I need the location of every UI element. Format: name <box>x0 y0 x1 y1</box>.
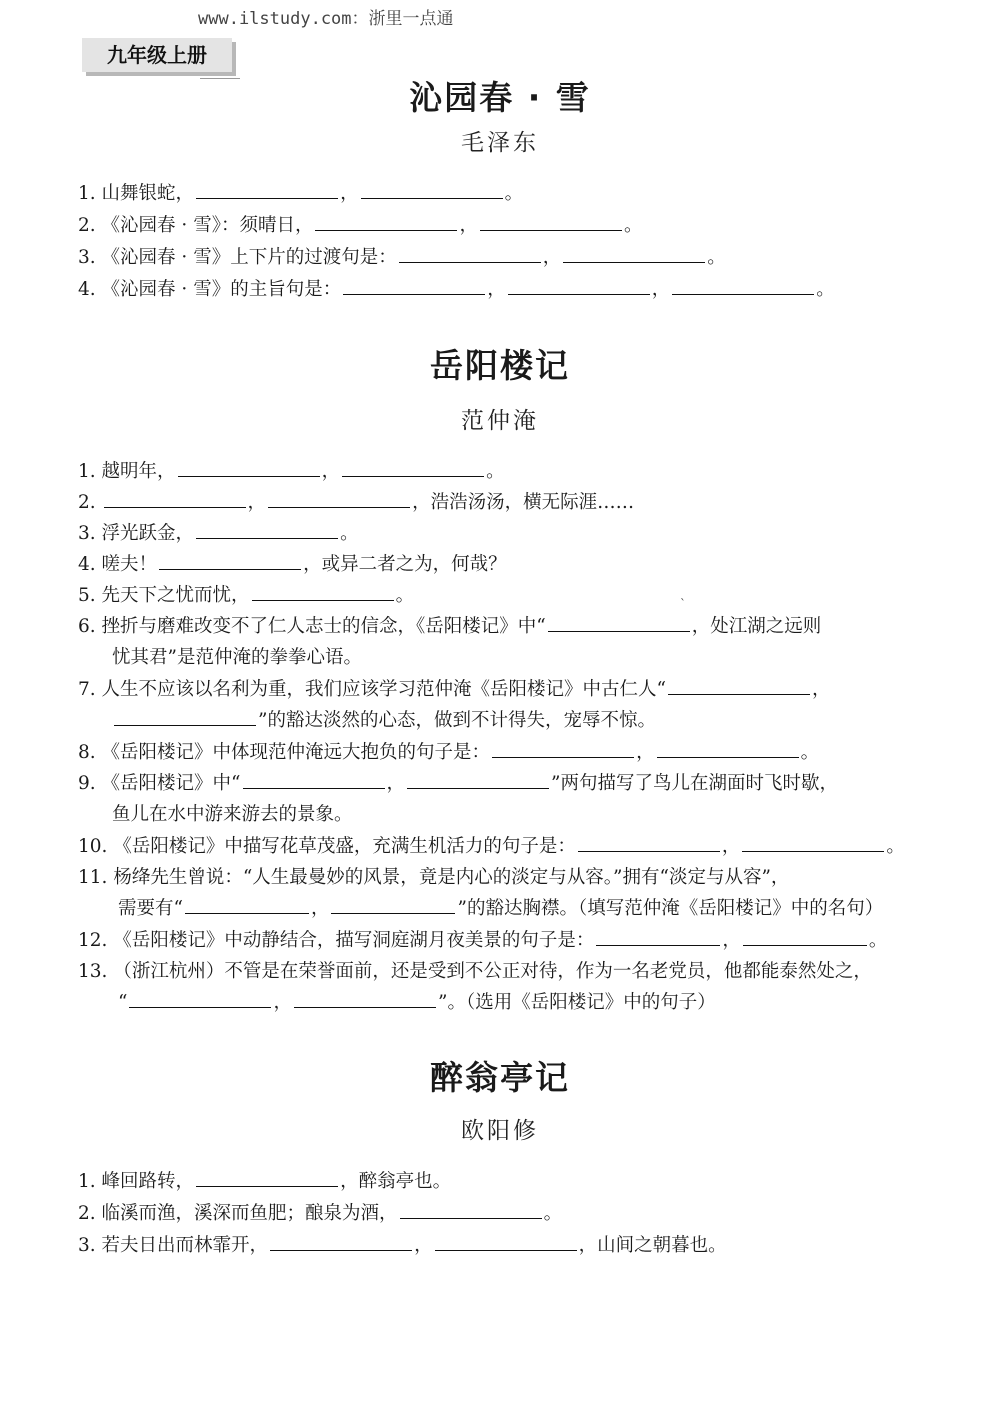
answer-blank[interactable] <box>129 987 271 1008</box>
question-text: ， <box>721 836 741 857</box>
question-text: 浮光跃金， <box>101 523 195 544</box>
answer-blank[interactable] <box>672 274 814 295</box>
question-item <box>78 210 914 241</box>
question-text: 。 <box>340 523 359 544</box>
question-number: 12. <box>78 930 108 951</box>
question-item <box>78 1198 914 1229</box>
answer-blank[interactable] <box>743 925 867 946</box>
section-author: 毛泽东 <box>461 130 539 156</box>
answer-blank[interactable] <box>548 611 690 632</box>
answer-blank[interactable] <box>185 893 309 914</box>
answer-blank[interactable] <box>668 674 810 695</box>
question-number: 9. <box>78 773 96 794</box>
question-text: 《岳阳楼记》中描写花草茂盛，充满生机活力的句子是： <box>113 836 576 857</box>
question-text: “ <box>118 992 128 1013</box>
question-item <box>78 1166 914 1197</box>
answer-blank[interactable] <box>657 737 799 758</box>
question-text: 。 <box>886 836 905 857</box>
question-text: ，醉翁亭也。 <box>340 1171 452 1192</box>
question-text: 忧其君”是范仲淹的拳拳心语。 <box>112 647 362 668</box>
answer-blank[interactable] <box>435 1230 577 1251</box>
answer-blank[interactable] <box>268 487 410 508</box>
question-item <box>78 456 914 487</box>
question-text: 。 <box>816 279 835 300</box>
answer-blank[interactable] <box>104 487 246 508</box>
question-number: 3. <box>78 247 96 268</box>
question-text: 杨绛先生曾说：“人生最曼妙的风景，竟是内心的淡定与从容。”拥有“淡定与从容”， <box>113 867 790 888</box>
answer-blank[interactable] <box>342 456 484 477</box>
question-text: ， <box>487 279 506 300</box>
question-text: 越明年， <box>101 461 176 482</box>
question-text: ， <box>459 215 478 236</box>
question-text: 。 <box>623 215 643 236</box>
site-watermark: www.ilstudy.com：浙里一点通 <box>198 9 454 29</box>
question-text: 若夫日出而林霏开， <box>101 1235 269 1256</box>
answer-blank[interactable] <box>270 1230 412 1251</box>
question-number: 5. <box>78 585 96 606</box>
question-number: 13. <box>78 961 108 982</box>
question-text: 《沁园春 · 雪》的主旨句是： <box>101 279 342 300</box>
question-number: 3. <box>78 1235 96 1256</box>
answer-blank[interactable] <box>243 768 385 789</box>
answer-blank[interactable] <box>492 737 634 758</box>
question-number: 2. <box>78 215 96 236</box>
question-number: 11. <box>78 867 108 888</box>
question-text: 。 <box>486 461 505 482</box>
section-title: 岳阳楼记 <box>430 346 570 385</box>
answer-blank[interactable] <box>361 178 503 199</box>
question-text: ”。（选用《岳阳楼记》中的句子） <box>437 992 716 1013</box>
question-text: 山舞银蛇， <box>101 183 195 204</box>
question-text: ， <box>321 461 341 482</box>
question-text: ，山间之朝暮也。 <box>578 1235 727 1256</box>
question-item <box>78 274 914 305</box>
question-number: 10. <box>78 836 108 857</box>
question-text: ， <box>386 773 406 794</box>
question-text: 鱼儿在水中游来游去的景象。 <box>112 804 353 825</box>
question-number: 2. <box>78 492 96 513</box>
question-text: ， <box>340 183 359 204</box>
question-text: ， <box>722 930 741 951</box>
question-text: ， <box>812 679 831 700</box>
question-number: 4. <box>78 279 96 300</box>
question-text: 《岳阳楼记》中体现范仲淹远大抱负的句子是： <box>101 742 491 763</box>
answer-blank[interactable] <box>196 518 338 539</box>
section-author: 范仲淹 <box>461 408 539 434</box>
question-item <box>78 768 914 830</box>
answer-blank[interactable] <box>196 178 338 199</box>
question-item <box>78 737 914 768</box>
question-number: 1. <box>78 1171 96 1192</box>
question-number: 6. <box>78 616 96 637</box>
question-item <box>78 1230 914 1261</box>
question-text: 峰回路转， <box>101 1171 195 1192</box>
question-text: （浙江杭州）不管是在荣誉面前，还是受到不公正对待，作为一名老党员，他都能泰然处之， <box>113 961 872 982</box>
answer-blank[interactable] <box>331 893 455 914</box>
scan-mark: ˋ <box>680 597 686 611</box>
answer-blank[interactable] <box>508 274 650 295</box>
answer-blank[interactable] <box>114 705 256 726</box>
question-text: 。 <box>395 585 415 606</box>
question-text: ，处江湖之远则 <box>691 616 822 637</box>
question-number: 8. <box>78 742 96 763</box>
question-text: ， <box>636 742 655 763</box>
question-text: 先天下之忧而忧， <box>101 585 250 606</box>
question-item <box>78 956 914 1018</box>
question-item <box>78 487 914 518</box>
question-text: 《岳阳楼记》中“ <box>101 773 241 794</box>
answer-blank[interactable] <box>578 831 720 852</box>
answer-blank[interactable] <box>315 210 457 231</box>
question-text: 嗟夫！ <box>101 554 158 575</box>
question-item <box>78 518 914 549</box>
question-text: 《沁园春 · 雪》：须晴日， <box>101 215 314 236</box>
answer-blank[interactable] <box>480 210 622 231</box>
question-text: ”的豁达淡然的心态，做到不计得失，宠辱不惊。 <box>258 710 656 731</box>
question-text: ”两句描写了鸟儿在湖面时飞时歇， <box>551 773 838 794</box>
question-number: 4. <box>78 554 96 575</box>
answer-blank[interactable] <box>400 1198 542 1219</box>
question-item <box>78 674 914 736</box>
answer-blank[interactable] <box>596 925 720 946</box>
question-text: 。 <box>868 930 888 951</box>
question-text: ”的豁达胸襟。（填写范仲淹《岳阳楼记》中的名句） <box>457 898 884 919</box>
answer-blank[interactable] <box>563 242 705 263</box>
question-number: 1. <box>78 183 96 204</box>
question-number: 7. <box>78 679 96 700</box>
question-text: ， <box>247 492 267 513</box>
question-item <box>78 242 914 273</box>
answer-blank[interactable] <box>196 1166 338 1187</box>
question-text: ， <box>273 992 292 1013</box>
question-text: ，或异二者之为，何哉？ <box>303 554 507 575</box>
question-item <box>78 178 914 209</box>
answer-blank[interactable] <box>399 242 541 263</box>
question-text: 需要有“ <box>118 898 183 919</box>
question-item <box>78 549 914 580</box>
grade-tag: 九年级上册 <box>82 38 232 72</box>
question-number: 2. <box>78 1203 96 1224</box>
section-title: 醉翁亭记 <box>430 1058 570 1097</box>
question-text: 临溪而渔，溪深而鱼肥；酿泉为酒， <box>101 1203 398 1224</box>
answer-blank[interactable] <box>407 768 549 789</box>
answer-blank[interactable] <box>343 274 485 295</box>
question-text: 《沁园春 · 雪》上下片的过渡句是： <box>101 247 397 268</box>
section-title: 沁园春 · 雪 <box>409 78 591 117</box>
question-item <box>78 925 914 956</box>
question-item <box>78 611 914 673</box>
question-text: 。 <box>504 183 524 204</box>
section-author: 欧阳修 <box>461 1118 539 1144</box>
question-text: 《岳阳楼记》中动静结合，描写洞庭湖月夜美景的句子是： <box>113 930 595 951</box>
answer-blank[interactable] <box>294 987 436 1008</box>
question-item <box>78 831 914 862</box>
answer-blank[interactable] <box>252 580 394 601</box>
question-text: ， <box>542 247 562 268</box>
question-item <box>78 580 914 611</box>
question-text: ， <box>651 279 671 300</box>
question-text: ， <box>414 1235 433 1256</box>
question-number: 1. <box>78 461 96 482</box>
question-number: 3. <box>78 523 96 544</box>
question-text: ，浩浩汤汤，横无际涯…… <box>412 492 635 513</box>
question-text: 。 <box>543 1203 563 1224</box>
question-text: 。 <box>707 247 726 268</box>
answer-blank[interactable] <box>178 456 320 477</box>
question-text: 。 <box>800 742 820 763</box>
answer-blank[interactable] <box>742 831 884 852</box>
question-text: 人生不应该以名利为重，我们应该学习范仲淹《岳阳楼记》中古仁人“ <box>101 679 667 700</box>
question-text: ， <box>310 898 330 919</box>
question-item <box>78 862 914 924</box>
answer-blank[interactable] <box>159 549 301 570</box>
question-text: 挫折与磨难改变不了仁人志士的信念，《岳阳楼记》中“ <box>101 616 546 637</box>
